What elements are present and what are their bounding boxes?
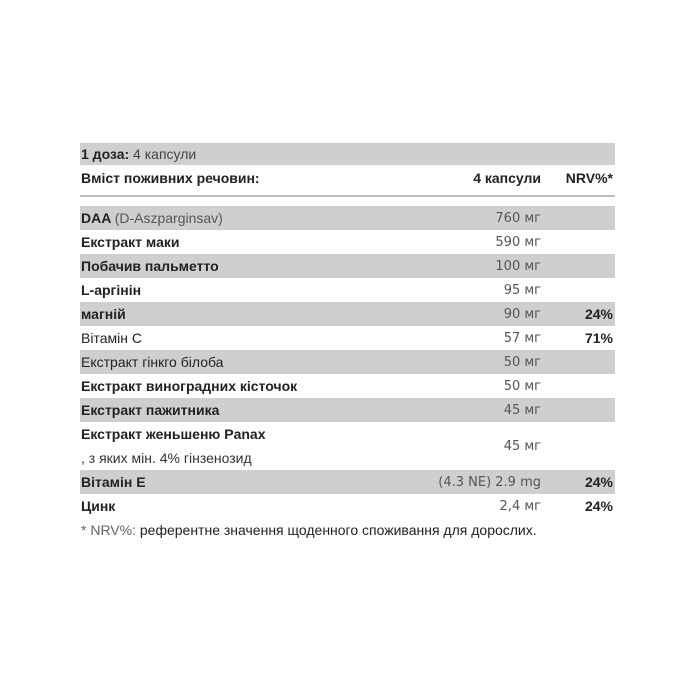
table-row	[80, 470, 615, 494]
nutrition-table	[80, 143, 615, 538]
header-nrv: NRV%*	[565, 169, 613, 186]
nutrient-name	[81, 422, 341, 470]
table-row	[80, 350, 615, 374]
nutrient-name: Екстракт маки	[81, 234, 180, 250]
nutrient-name: Екстракт гінкго білоба	[81, 354, 224, 370]
footnote-text: референтне значення щоденного споживання для дорослих.	[139, 522, 537, 538]
nutrient-amount: 95 мг	[503, 282, 541, 298]
dose-info	[81, 146, 615, 162]
header-amount: 4 капсули	[473, 169, 541, 186]
nutrient-name: Цинк	[81, 498, 116, 514]
nutrient-amount: 760 мг	[495, 210, 541, 226]
table-row	[80, 206, 615, 230]
nutrient-name-main: Екстракт женьшеню Panax	[81, 426, 266, 442]
nutrient-name: магній	[81, 306, 126, 322]
table-row	[80, 326, 615, 350]
nutrient-name: Екстракт виноградних кісточок	[81, 378, 298, 394]
header-nutrients: Вміст поживних речовин:	[81, 169, 260, 186]
nutrient-name-main: DAA	[81, 210, 111, 226]
header-row	[80, 165, 615, 190]
dose-value: 4 капсули	[133, 146, 197, 162]
nutrient-nrv: 71%	[584, 330, 613, 346]
nutrient-amount: 100 мг	[495, 258, 541, 274]
nutrient-amount: 2,4 мг	[499, 498, 541, 514]
dose-label: 1 доза:	[81, 146, 130, 162]
nutrient-amount: 45 мг	[503, 402, 541, 418]
nutrient-amount: 57 мг	[503, 330, 541, 346]
nutrient-nrv: 24%	[584, 474, 613, 490]
nutrient-nrv: 24%	[584, 498, 613, 514]
table-row	[80, 494, 615, 518]
nutrient-name: Побачив пальметто	[81, 258, 219, 274]
table-row	[80, 422, 615, 470]
nutrient-name-sub: , з яких мін. 4% гінзенозид	[81, 450, 252, 466]
table-row	[80, 278, 615, 302]
nutrient-name: Вітамін E	[81, 474, 146, 490]
header-divider	[80, 195, 615, 197]
footnote	[80, 522, 615, 538]
nutrient-name: Екстракт пажитника	[81, 402, 220, 418]
nutrient-amount: 50 мг	[503, 378, 541, 394]
nutrient-nrv: 24%	[584, 306, 613, 322]
nutrient-name-extra: (D-Aszparginsav)	[114, 210, 223, 226]
nutrient-name	[81, 210, 341, 226]
nutrient-amount: 590 мг	[495, 234, 541, 250]
nutrient-amount: 45 мг	[503, 438, 541, 454]
table-row	[80, 302, 615, 326]
nutrient-amount: (4.3 NE) 2.9 mg	[438, 474, 541, 490]
nutrient-name: Вітамін C	[81, 330, 142, 346]
nutrient-amount: 50 мг	[503, 354, 541, 370]
table-row	[80, 398, 615, 422]
table-row	[80, 254, 615, 278]
footnote-marker: * NRV%:	[81, 522, 136, 538]
table-row	[80, 374, 615, 398]
nutrient-name: L-аргінін	[81, 282, 142, 298]
dose-row	[80, 143, 615, 165]
table-row	[80, 230, 615, 254]
nutrient-amount: 90 мг	[503, 306, 541, 322]
